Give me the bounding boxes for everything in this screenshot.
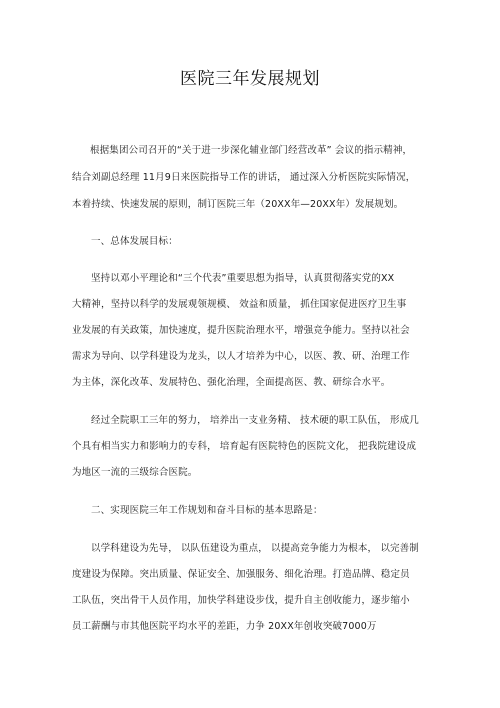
paragraph-3-line-2: 个具有相当实力和影响力的专科， 培育起有医院特色的医院文化， 把我院建设成	[72, 441, 417, 452]
paragraph-1-line-1: 根据集团公司召开的“关于进一步深化辅业部门经营改革” 会议的指示精神，	[90, 145, 413, 156]
paragraph-4-line-4: 员工薪酬与市其他医院平均水平的差距，力争 20XX年创收突破7000万	[72, 621, 377, 632]
paragraph-4-line-3: 工队伍，突出骨干人员作用，加快学科建设步伐，提升自主创收能力，逐步缩小	[72, 595, 410, 606]
paragraph-4-line-2: 度建设为保障。突出质量、保证安全、加强服务、细化治理。打造品牌、稳定员	[72, 569, 410, 580]
paragraph-2-line-4: 需求为导向、以学科建设为龙头，以人才培养为中心，以医、教、研、治理工作	[72, 351, 410, 362]
paragraph-4-line-1: 以学科建设为先导， 以队伍建设为重点， 以提高竞争能力为根本， 以完善制	[91, 543, 419, 554]
paragraph-3-line-1: 经过全院职工三年的努力， 培养出一支业务精、 技术硬的职工队伍， 形成几	[91, 415, 419, 426]
paragraph-1-line-3: 本着持续、快速发展的原则，制订医院三年（20XX年—20XX年）发展规划。	[72, 199, 404, 210]
paragraph-2-line-5: 为主体，深化改革、发展特色、强化治理，全面提高医、教、研综合水平。	[72, 377, 391, 388]
page-title: 医院三年发展规划	[180, 69, 320, 89]
paragraph-2-line-1: 坚持以邓小平理论和“三个代表”重要思想为指导，认真贯彻落实党的XX	[91, 273, 395, 284]
section-heading-1: 一、总体发展目标：	[91, 236, 178, 247]
paragraph-2-line-2: 大精神，坚持以科学的发展观领规模、 效益和质量， 抓住国家促进医疗卫生事	[72, 299, 407, 310]
section-heading-2: 二、实现医院三年工作规划和奋斗目标的基本思路是：	[91, 505, 323, 516]
paragraph-3-line-3: 为地区一流的三级综合医院。	[72, 467, 198, 478]
paragraph-2-line-3: 业发展的有关政策，加快速度，提升医院治理水平，增强竞争能力。坚持以社会	[72, 325, 410, 336]
paragraph-1-line-2: 结合刘副总经理 11月9日来医院指导工作的讲话， 通过深入分析医院实际情况，	[72, 172, 416, 183]
